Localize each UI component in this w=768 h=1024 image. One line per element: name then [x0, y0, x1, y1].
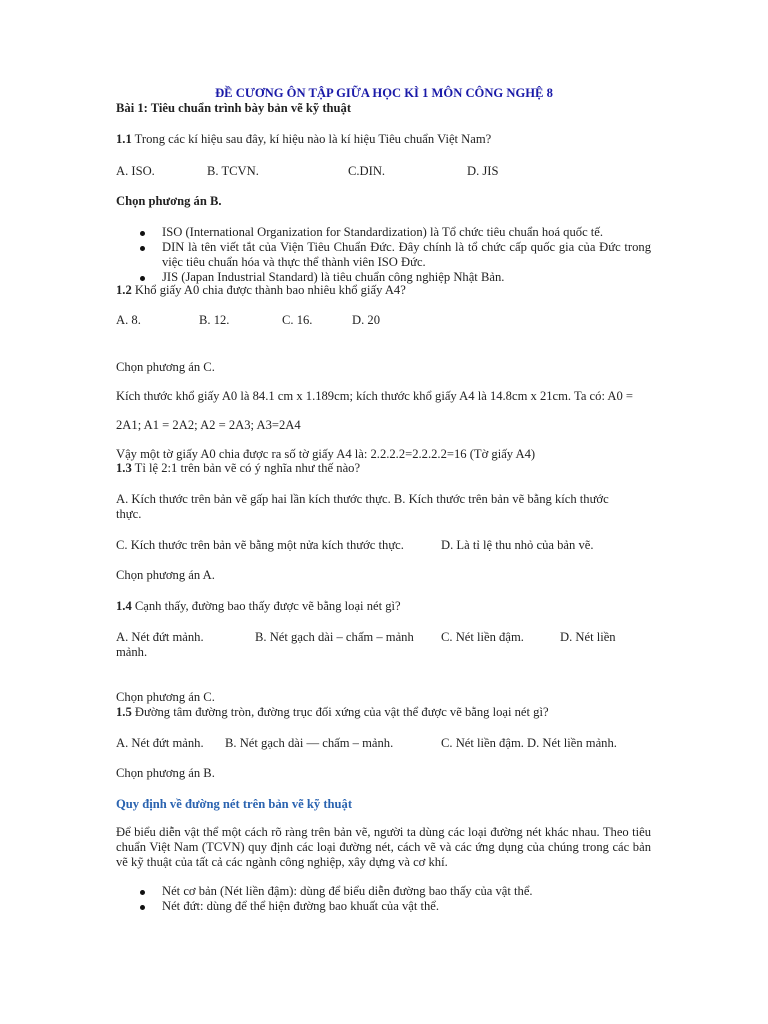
option-b: B. 12.	[199, 313, 230, 327]
options-c-d: C. Nét liền đậm. D. Nét liền mảnh.	[441, 736, 617, 750]
bullet-icon	[140, 890, 145, 895]
option-c: C. Nét liền đậm.	[441, 630, 524, 644]
option-c: C. Kích thước trên bản vẽ bằng một nửa kích thước thực.	[116, 538, 404, 552]
option-b: B. Nét gạch dài – chấm – mảnh	[255, 630, 414, 644]
lesson-heading: Bài 1: Tiêu chuẩn trình bày bản vẽ kỹ thuật	[116, 101, 352, 115]
bullet-icon	[140, 246, 145, 251]
question-1-3	[116, 461, 651, 476]
explanation-line: 2A1; A1 = 2A2; A2 = 2A3; A3=2A4	[116, 418, 301, 432]
question-1-4	[116, 599, 651, 614]
option-c: C. 16.	[282, 313, 313, 327]
option-b: B. Nét gạch dài — chấm – mảnh.	[225, 736, 394, 750]
question-text: Cạnh thấy, đường bao thấy được vẽ bằng loại nét gì?	[131, 599, 401, 613]
question-number: 1.5	[116, 705, 132, 719]
page-title: ĐỀ CƯƠNG ÔN TẬP GIỮA HỌC KÌ 1 MÔN CÔNG NGHỆ 8	[215, 86, 553, 100]
option-d: D. JIS	[467, 164, 499, 178]
section-heading: Quy định về đường nét trên bản vẽ kỹ thuật	[116, 797, 353, 811]
explanation-list-1-1	[116, 225, 651, 285]
option-d-continued: mảnh.	[116, 645, 148, 659]
list-item: JIS (Japan Industrial Standard) là tiêu chuẩn công nghiệp Nhật Bản.	[116, 270, 651, 285]
question-1-2	[116, 283, 651, 298]
option-c: C.DIN.	[348, 164, 386, 178]
question-number: 1.4	[116, 599, 132, 613]
answer-1-2: Chọn phương án C.	[116, 360, 215, 374]
question-number: 1.1	[116, 132, 132, 146]
question-1-1	[116, 132, 651, 147]
option-b: B. TCVN.	[207, 164, 259, 178]
option-a: A. ISO.	[116, 164, 155, 178]
option-a: A. 8.	[116, 313, 141, 327]
list-item: Nét cơ bản (Nét liền đậm): dùng để biểu diễn đường bao thấy của vật thể.	[116, 884, 651, 899]
question-text: Đường tâm đường tròn, đường trục đối xứng của vật thể được vẽ bằng loại nét gì?	[131, 705, 549, 719]
question-text: Trong các kí hiệu sau đây, kí hiệu nào là kí hiệu Tiêu chuẩn Việt Nam?	[131, 132, 492, 146]
option-a: A. Nét đứt mảnh.	[116, 736, 204, 750]
option-d: D. 20	[352, 313, 380, 327]
options-a-b: A. Kích thước trên bản vẽ gấp hai lần kích thước thực. B. Kích thước trên bản vẽ bằng kích thước thực.	[116, 492, 609, 521]
question-text: Khổ giấy A0 chia được thành bao nhiêu khổ giấy A4?	[131, 283, 406, 297]
answer-1-5: Chọn phương án B.	[116, 766, 215, 780]
bullet-icon	[140, 905, 145, 910]
option-d: D. Là tỉ lệ thu nhỏ của bản vẽ.	[441, 538, 594, 552]
answer-1-1: Chọn phương án B.	[116, 194, 222, 208]
list-item: Nét đứt: dùng để thể hiện đường bao khuất của vật thể.	[116, 899, 651, 914]
answer-1-3: Chọn phương án A.	[116, 568, 215, 582]
bullet-icon	[140, 231, 145, 236]
explanation-line: Kích thước khổ giấy A0 là 84.1 cm x 1.189cm; kích thước khổ giấy A4 là 14.8cm x 21cm. Ta có: A0 =	[116, 389, 634, 403]
option-d: D. Nét liền	[560, 630, 616, 644]
line-types-list	[116, 884, 651, 914]
bullet-icon	[140, 276, 145, 281]
question-text: Tỉ lệ 2:1 trên bản vẽ có ý nghĩa như thế nào?	[131, 461, 361, 475]
question-1-5	[116, 705, 651, 720]
list-item: ISO (International Organization for Standardization) là Tổ chức tiêu chuẩn hoá quốc tế.	[116, 225, 651, 240]
explanation-line: Vậy một tờ giấy A0 chia được ra số tờ giấy A4 là: 2.2.2.2=2.2.2.2=16 (Tờ giấy A4)	[116, 447, 536, 461]
option-a: A. Nét đứt mảnh.	[116, 630, 204, 644]
section-paragraph: Để biểu diễn vật thể một cách rõ ràng trên bản vẽ, người ta dùng các loại đường nét khác nhau. Theo tiêu chuẩn Việt Nam (TCVN) quy định các loại đường nét, cách vẽ và các ứng dụng của chúng trong các bản vẽ kỹ thuật của tất cả các ngành công nghiệp, xây dựng và cơ khí.	[116, 825, 651, 869]
question-number: 1.2	[116, 283, 132, 297]
list-item: DIN là tên viết tắt của Viện Tiêu Chuẩn Đức. Đây chính là tổ chức cấp quốc gia của Đức trong việc tiêu chuẩn hóa và thực thể thành viên ISO Đức.	[116, 240, 651, 270]
answer-1-4: Chọn phương án C.	[116, 690, 215, 704]
question-number: 1.3	[116, 461, 132, 475]
